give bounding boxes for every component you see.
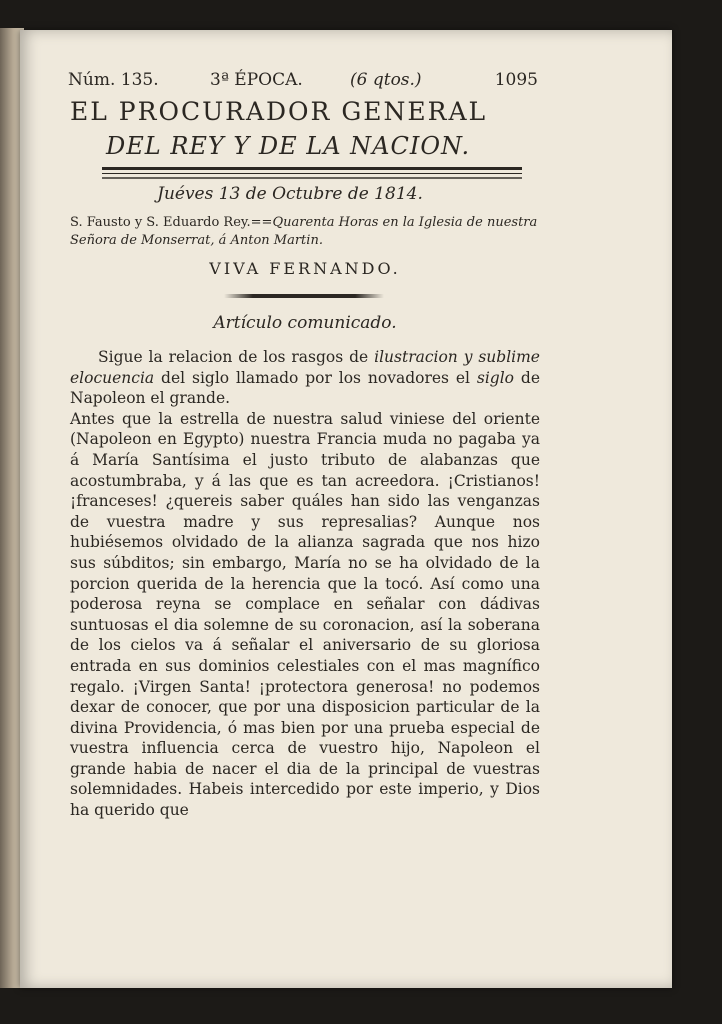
article-heading: Artículo comunicado. [213, 313, 397, 333]
masthead-title: EL PROCURADOR GENERAL [70, 97, 488, 126]
issue-number: Núm. 135. [68, 70, 159, 90]
newspaper-page [20, 30, 672, 988]
italic-run: ilustracion y sublime elocuencia [70, 348, 540, 387]
issue-quarters: (6 qtos.) [350, 70, 422, 90]
masthead-subtitle: DEL REY Y DE LA NACION. [106, 132, 471, 160]
text-run: del siglo llamado por los novadores el [154, 368, 477, 387]
article-paragraph: Antes que la estrella de nuestra salud viniese del oriente (Napoleon en Egypto) nuestra Francia muda no pagaba ya á María Santísima el justo tributo de alabanzas que acostumbraba, y á las que es tan acreedora. ¡Cristianos! ¡franceses! ¿quereis saber quáles han sido las venganzas de vuestra madre y sus represalias? Aunque nos hubiésemos olvidado de la alianza sagrada que nos hizo sus súbditos; sin embargo, María no se ha olvidado de la porcion querida de la herencia que la tocó. Así como una poderosa reyna se complace en señalar con dádivas suntuosas el dia solemne de su coronacion, así la soberana de los cielos va á señalar el aniversario de su gloriosa entrada en sus dominios celestiales con el mas magnífico regalo. ¡Virgen Santa! ¡protectora generosa! no podemos dexar de conocer, que por una disposicion particular de la divina Providencia, ó mas bien por una prueba especial de vuestra influencia cerca de vuestro hijo, Napoleon el grande habia de nacer el dia de la principal de vuestras solemnidades. Habeis intercedido por este imperio, y Dios ha querido que [70, 409, 540, 820]
motto: VIVA FERNANDO. [209, 259, 401, 278]
article-paragraph [70, 347, 540, 409]
italic-run: siglo [476, 368, 515, 387]
issue-epoch: 3ª ÉPOCA. [210, 70, 303, 90]
ornamental-divider [224, 294, 384, 298]
issue-date: Juéves 13 de Octubre de 1814. [157, 184, 423, 204]
saints-names: S. Fausto y S. Eduardo Rey.== [70, 215, 273, 230]
masthead-rule-thin [102, 173, 522, 174]
text-run: Sigue la relacion de los rasgos de [98, 348, 375, 366]
masthead-rule-decorative [102, 177, 522, 179]
devotion-notice: Quarenta Horas en la Iglesia de nuestra Señora de Monserrat, á Anton Martin. [70, 215, 538, 248]
masthead-rule [102, 167, 522, 170]
page-number: 1095 [494, 70, 538, 90]
saints-of-the-day [70, 214, 540, 250]
issue-header [68, 70, 538, 94]
text-run: de Napoleon el grande. [70, 368, 540, 408]
article-body [70, 347, 540, 821]
